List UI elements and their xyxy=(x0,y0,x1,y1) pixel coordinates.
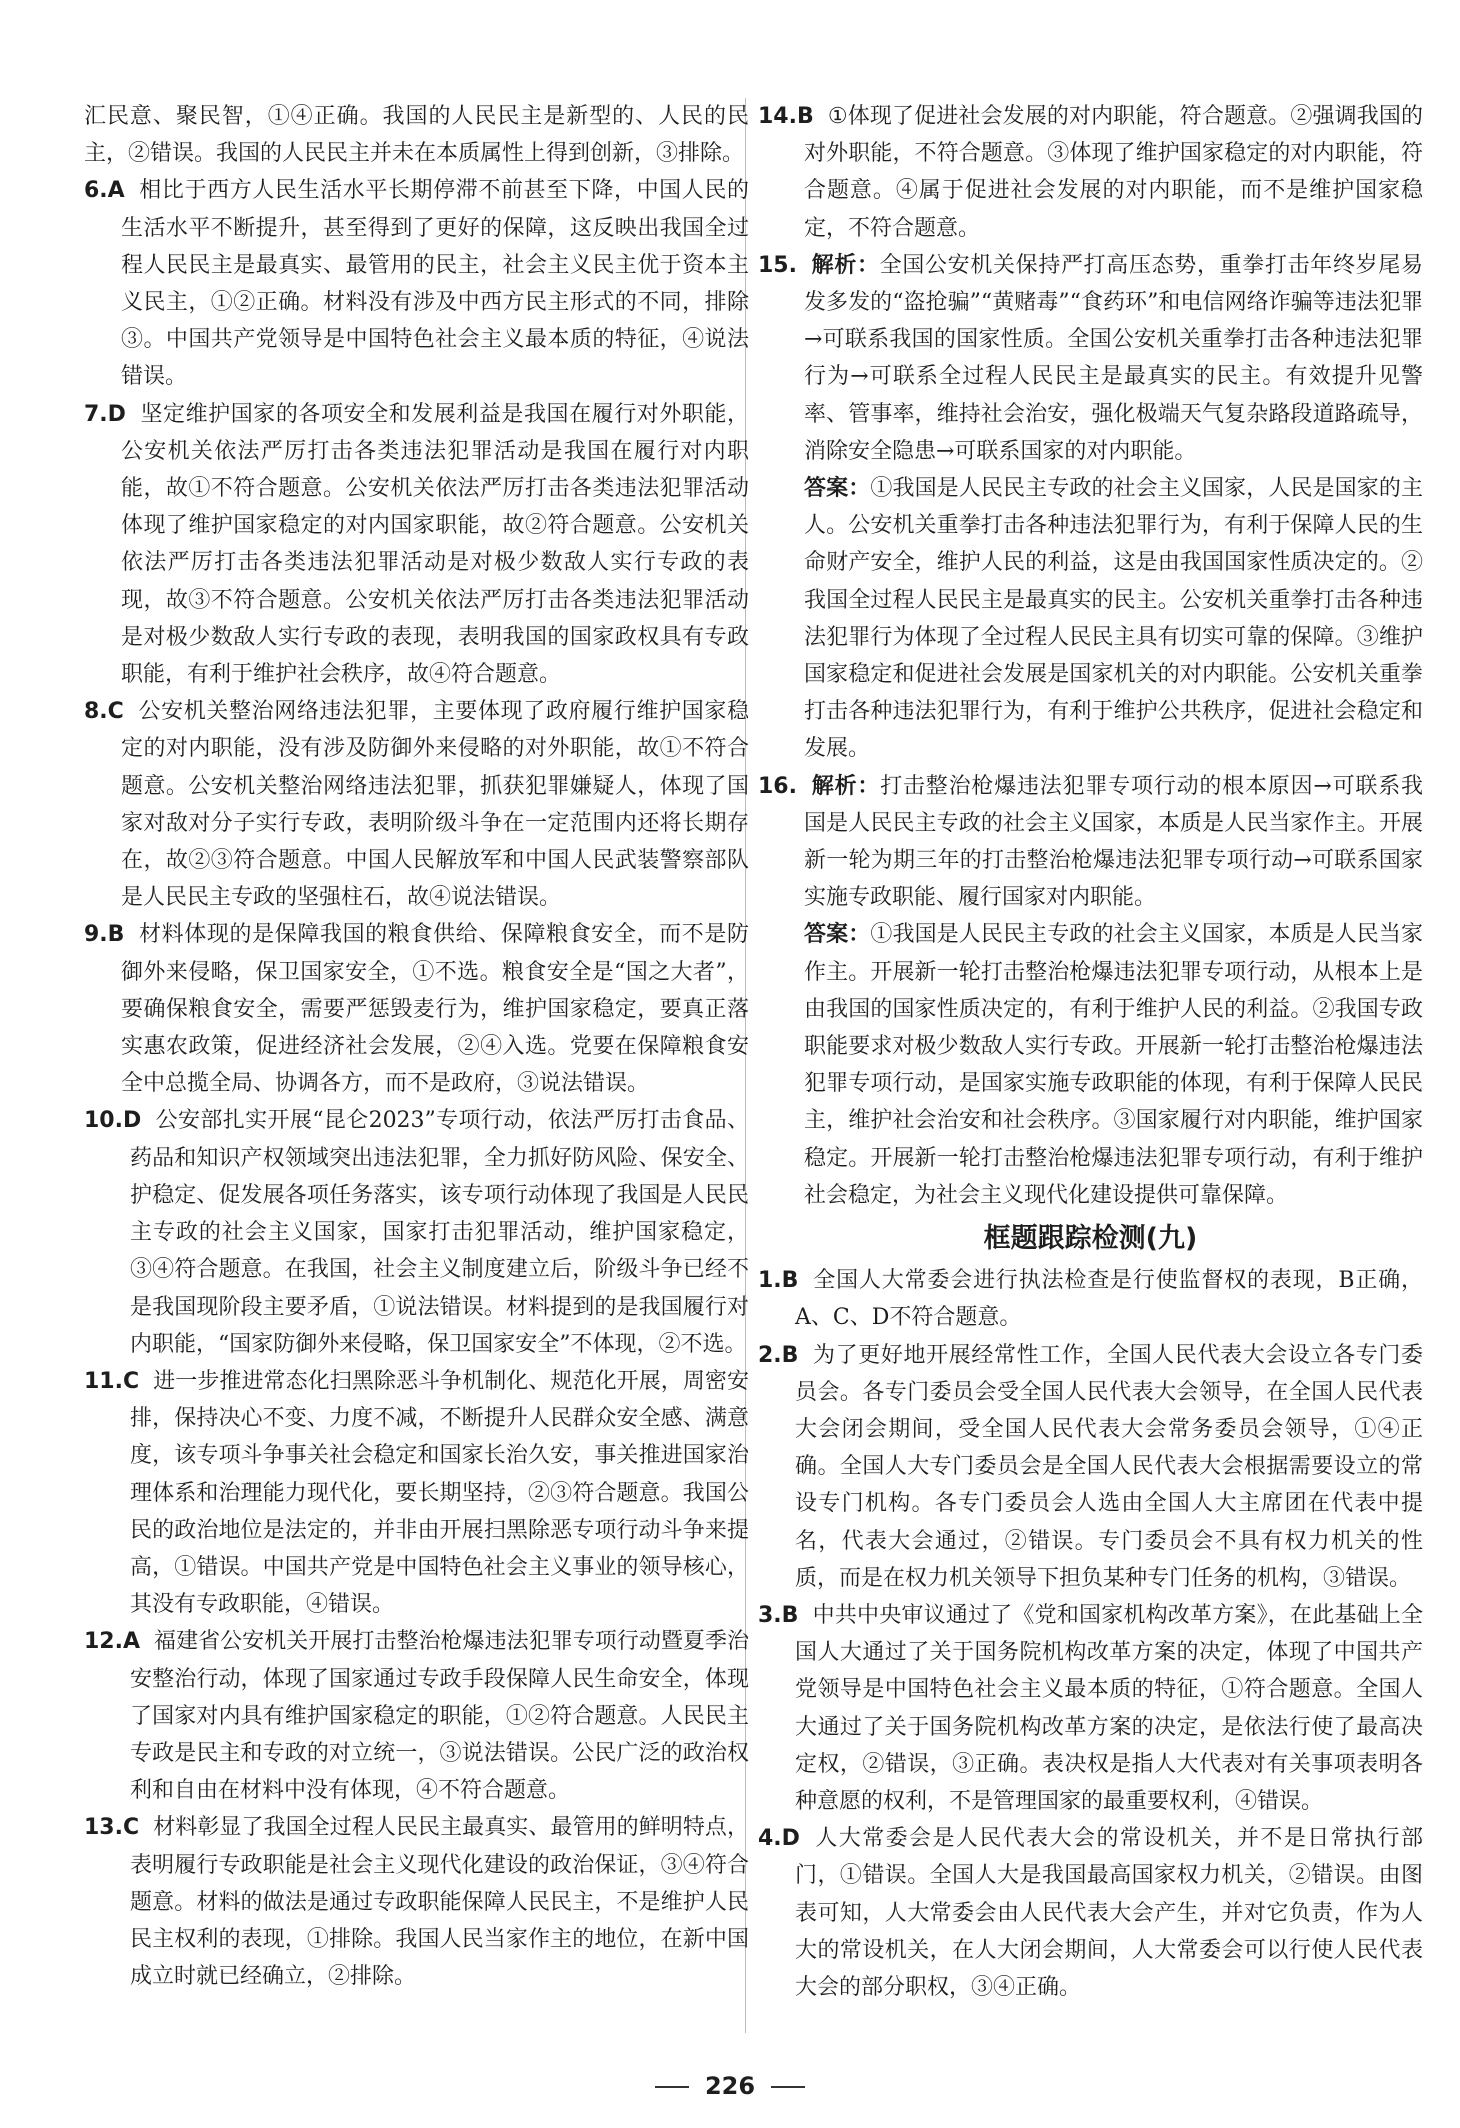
answer-text: ①我国是人民民主专政的社会主义国家，本质是人民当家作主。开展新一轮打击整治枪爆违法犯罪专项行动，从根本上是由我国的国家性质决定的，有利于维护人民的利益。②我国专政职能要求对极少数敌人实行专政。开展新一轮打击整治枪爆违法犯罪专项行动，是国家实施专政职能的体现，有利于保障人民民主，维护社会治安和社会秩序。③国家履行对内职能，维护国家稳定。开展新一轮打击整治枪爆违法犯罪专项行动，有利于维护社会稳定，为社会主义现代化建设提供可靠保障。 xyxy=(804,922,1423,1208)
item-number: 7.D xyxy=(84,401,126,427)
item-number: 1.B xyxy=(758,1268,799,1294)
item-number: 4.D xyxy=(758,1826,800,1852)
answer-item-9 xyxy=(84,916,749,1102)
analysis-label: 解析 xyxy=(810,773,858,799)
analysis-text: 打击整治枪爆违法犯罪专项行动的根本原因→可联系我国是人民民主专政的社会主义国家，本质是人民当家作主。开展新一轮为期三年的打击整治枪爆违法犯罪专项行动→可联系国家实施专政职能、履行国家对内职能。 xyxy=(804,773,1423,911)
item-text: 相比于西方人民生活水平长期停滞不前甚至下降，中国人民的生活水平不断提升，甚至得到了更好的保障，这反映出我国全过程人民民主是最真实、最管用的民主，社会主义民主优于资本主义民主，①②正确。材料没有涉及中西方民主形式的不同，排除③。中国共产党领导是中国特色社会主义最本质的特征，④说法错误。 xyxy=(121,178,749,390)
analysis-label: 解析 xyxy=(810,252,857,278)
item-number: 13.C xyxy=(84,1815,140,1841)
section-item-1 xyxy=(758,1262,1423,1336)
item-number: 9.B xyxy=(84,922,125,948)
item-number: 3.B xyxy=(758,1602,799,1628)
item-text: 进一步推进常态化扫黑除恶斗争机制化、规范化开展，周密安排，保持决心不变、力度不减，不断提升人民群众安全感、满意度，该专项斗争事关社会稳定和国家长治久安，事关推进国家治理体系和治理能力现代化，要长期坚持，②③符合题意。我国公民的政治地位是法定的，并非由开展扫黑除恶专项行动斗争来提高，①错误。中国共产党是中国特色社会主义事业的领导核心，其没有专政职能，④错误。 xyxy=(130,1368,749,1618)
answer-text: ①我国是人民民主专政的社会主义国家，人民是国家的主人。公安机关重拳打击各种违法犯罪行为，有利于保障人民的生命财产安全，维护人民的利益，这是由我国国家性质决定的。②我国全过程人民民主是最真实的民主。公安机关重拳打击各种违法犯罪行为体现了全过程人民民主具有切实可靠的保障。③维护国家稳定和促进社会发展是国家机关的对内职能。公安机关重拳打击各种违法犯罪行为，有利于维护公共秩序，促进社会稳定和发展。 xyxy=(804,476,1423,762)
item-number: 12.A xyxy=(84,1629,140,1655)
item-text: 中共中央审议通过了《党和国家机构改革方案》，在此基础上全国人大通过了关于国务院机构改革方案的决定，体现了中国共产党领导是中国特色社会主义最本质的特征，①符合题意。全国人大通过了关于国务院机构改革方案的决定，是依法行使了最高决定权，②错误，③正确。表决权是指人大代表对有关事项表明各种意愿的权利，不是管理国家的最重要权利，④错误。 xyxy=(795,1602,1423,1814)
item-text: 为了更好地开展经常性工作，全国人民代表大会设立各专门委员会。各专门委员会受全国人民代表大会领导，在全国人民代表大会闭会期间，受全国人民代表大会常务委员会领导，①④正确。全国人大专门委员会是全国人民代表大会根据需要设立的常设专门机构。各专门委员会人选由全国人大主席团在代表中提名，代表大会通过，②错误。专门委员会不具有权力机关的性质，而是在权力机关领导下担负某种专门任务的机构，③错误。 xyxy=(795,1342,1423,1591)
answer-item-8 xyxy=(84,693,749,916)
answer-item-12 xyxy=(84,1623,749,1809)
section-item-3 xyxy=(758,1597,1423,1820)
item-number: 16. xyxy=(758,773,797,799)
section-title: 框题跟踪检测(九) xyxy=(983,1223,1198,1255)
answer-item-15-answer: 答案：①我国是人民民主专政的社会主义国家，人民是国家的主人。公安机关重拳打击各种违法犯罪行为，有利于保障人民的生命财产安全，维护人民的利益，这是由我国国家性质决定的。②我国全过程人民民主是最真实的民主。公安机关重拳打击各种违法犯罪行为体现了全过程人民民主具有切实可靠的保障。③维护国家稳定和促进社会发展是国家机关的对内职能。公安机关重拳打击各种违法犯罪行为，有利于维护公共秩序，促进社会稳定和发展。 xyxy=(804,476,1423,762)
item-number: 11.C xyxy=(84,1368,140,1394)
footer-dash-right xyxy=(771,2086,805,2088)
item-number: 6.A xyxy=(84,178,125,204)
analysis-text: 全国公安机关保持严打高压态势，重拳打击年终岁尾易发多发的“盗抢骗”“黄赌毒”“食药环”和电信网络诈骗等违法犯罪→可联系我国的国家性质。全国公安机关重拳打击各种违法犯罪行为→可联系全过程人民民主是最真实的民主。有效提升见警率、管事率，维持社会治安，强化极端天气复杂路段道路疏导，消除安全隐患→可联系国家的对内职能。 xyxy=(804,252,1423,464)
item-text: 公安机关整治网络违法犯罪，主要体现了政府履行维护国家稳定的对内职能，没有涉及防御外来侵略的对外职能，故①不符合题意。公安机关整治网络违法犯罪，抓获犯罪嫌疑人，体现了国家对敌对分子实行专政，表明阶级斗争在一定范围内还将长期存在，故②③符合题意。中国人民解放军和中国人民武装警察部队是人民民主专政的坚强柱石，故④说法错误。 xyxy=(121,699,749,911)
item-text: 材料体现的是保障我国的粮食供给、保障粮食安全，而不是防御外来侵略，保卫国家安全，①不选。粮食安全是“国之大者”，要确保粮食安全，需要严惩毁麦行为，维护国家稳定，要真正落实惠农政策，促进经济社会发展，②④入选。党要在保障粮食安全中总揽全局、协调各方，而不是政府，③说法错误。 xyxy=(121,922,749,1097)
page-footer xyxy=(0,2072,1460,2100)
footer-dash-left xyxy=(655,2086,689,2088)
answer-item-16-answer: 答案：①我国是人民民主专政的社会主义国家，本质是人民当家作主。开展新一轮打击整治枪爆违法犯罪专项行动，从根本上是由我国的国家性质决定的，有利于维护人民的利益。②我国专政职能要求对极少数敌人实行专政。开展新一轮打击整治枪爆违法犯罪专项行动，是国家实施专政职能的体现，有利于保障人民民主，维护社会治安和社会秩序。③国家履行对内职能，维护国家稳定。开展新一轮打击整治枪爆违法犯罪专项行动，有利于维护社会稳定，为社会主义现代化建设提供可靠保障。 xyxy=(804,922,1423,1208)
section-item-4 xyxy=(758,1820,1423,2006)
answer-item-14 xyxy=(758,98,1423,247)
continued-text: 汇民意、聚民智，①④正确。我国的人民民主是新型的、人民的民主，②错误。我国的人民民主并未在本质属性上得到创新，③排除。 xyxy=(84,104,749,167)
answer-item-7 xyxy=(84,396,749,694)
answer-item-15-analysis: 15. 解析：全国公安机关保持严打高压态势，重拳打击年终岁尾易发多发的“盗抢骗”“黄赌毒”“食药环”和电信网络诈骗等违法犯罪→可联系我国的国家性质。全国公安机关重拳打击各种违法犯罪行为→可联系全过程人民民主是最真实的民主。有效提升见警率、管事率，维持社会治安，强化极端天气复杂路段道路疏导，消除安全隐患→可联系国家的对内职能。 xyxy=(758,252,1423,464)
item-number: 10.D xyxy=(84,1108,142,1134)
item-number: 14.B xyxy=(758,104,814,129)
item-text: 全国人大常委会进行执法检查是行使监督权的表现，B正确，A、C、D不符合题意。 xyxy=(795,1268,1423,1331)
item-text: 福建省公安机关开展打击整治枪爆违法犯罪专项行动暨夏季治安整治行动，体现了国家通过专政手段保障人民生命安全，体现了国家对内具有维护国家稳定的职能，①②符合题意。人民民主专政是民主和专政的对立统一，③说法错误。公民广泛的政治权利和自由在材料中没有体现，④不符合题意。 xyxy=(130,1629,749,1804)
answer-item-10 xyxy=(84,1102,749,1362)
section-item-2 xyxy=(758,1337,1423,1597)
page-number: 226 xyxy=(704,2072,756,2100)
item-text: 材料彰显了我国全过程人民民主最真实、最管用的鲜明特点，表明履行专政职能是社会主义现代化建设的政治保证，③④符合题意。材料的做法是通过专政职能保障人民民主，不是维护人民民主权利的表现，①排除。我国人民当家作主的地位，在新中国成立时就已经确立，②排除。 xyxy=(130,1815,749,1990)
item-text: 人大常委会是人民代表大会的常设机关，并不是日常执行部门，①错误。全国人大是我国最高国家权力机关，②错误。由图表可知，人大常委会由人民代表大会产生，并对它负责，作为人大的常设机关，在人大闭会期间，人大常委会可以行使人民代表大会的部分职权，③④正确。 xyxy=(795,1826,1423,2000)
answer-item-16-analysis: 16. 解析：打击整治枪爆违法犯罪专项行动的根本原因→可联系我国是人民民主专政的社会主义国家，本质是人民当家作主。开展新一轮为期三年的打击整治枪爆违法犯罪专项行动→可联系国家实施专政职能、履行国家对内职能。 xyxy=(758,773,1423,911)
item-number: 2.B xyxy=(758,1342,799,1368)
item-text: ①体现了促进社会发展的对内职能，符合题意。②强调我国的对外职能，不符合题意。③体现了维护国家稳定的对内职能，符合题意。④属于促进社会发展的对内职能，而不是维护国家稳定，不符合题意。 xyxy=(804,104,1423,241)
answer-item-13 xyxy=(84,1809,749,1995)
item-number: 15. xyxy=(758,252,797,278)
item-text: 坚定维护国家的各项安全和发展利益是我国在履行对外职能，公安机关依法严厉打击各类违法犯罪活动是我国在履行对内职能，故①不符合题意。公安机关依法严厉打击各类违法犯罪活动体现了维护国家稳定的对内国家职能，故②符合题意。公安机关依法严厉打击各类违法犯罪活动是对极少数敌人实行专政的表现，故③不符合题意。公安机关依法严厉打击各类违法犯罪活动是对极少数敌人实行专政的表现，表明我国的国家政权具有专政职能，有利于维护社会秩序，故④符合题意。 xyxy=(121,401,749,688)
item-number: 8.C xyxy=(84,699,124,725)
answer-label: 答案 xyxy=(804,476,849,502)
right-column xyxy=(758,98,1423,2006)
left-column xyxy=(84,98,749,1995)
item-text: 公安部扎实开展“昆仑2023”专项行动，依法严厉打击食品、药品和知识产权领域突出违法犯罪，全力抓好防风险、保安全、护稳定、促发展各项任务落实，该专项行动体现了我国是人民民主专政的社会主义国家，国家打击犯罪活动，维护国家稳定，③④符合题意。在我国，社会主义制度建立后，阶级斗争已经不是我国现阶段主要矛盾，①说法错误。材料提到的是我国履行对内职能，“国家防御外来侵略，保卫国家安全”不体现，②不选。 xyxy=(130,1108,749,1357)
answer-item-6 xyxy=(84,172,749,395)
answer-label: 答案 xyxy=(804,922,849,948)
answer-item-11 xyxy=(84,1363,749,1623)
